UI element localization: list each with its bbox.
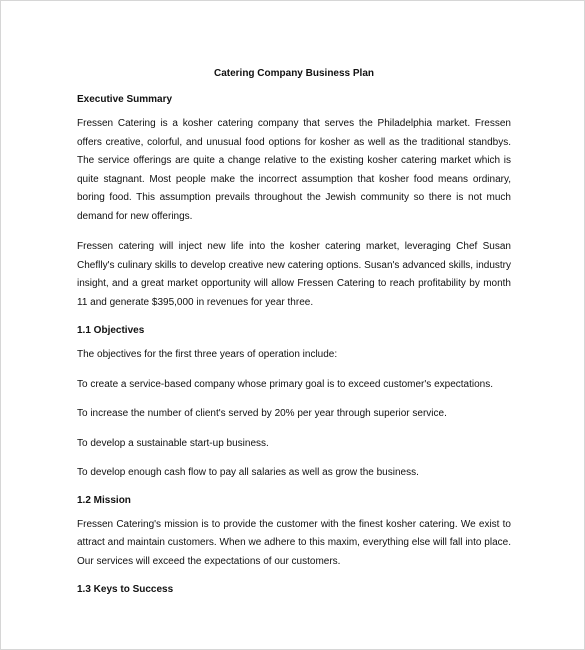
executive-summary-paragraph-2: Fressen catering will inject new life into the kosher catering market, leveraging Chef Susan Cheflly's culinary skills to develop creative new catering options. Susan's advanced skills, industry insight, and a great market opportunity will allow Fressen Catering to reach profitability by month 11 and generate $395,000 in revenues for year three. <box>77 241 511 308</box>
document-title: Catering Company Business Plan <box>213 68 375 79</box>
executive-summary-paragraph-1: Fressen Catering is a kosher catering company that serves the Philadelphia market. Fressen offers creative, colorful, and unusual food options for kosher as well as the traditional standbys. The service offerings are quite a change relative to the existing kosher catering market which is quite stagnant. Most people make the incorrect assumption that kosher food means ordinary, boring food. This assumption prevails throughout the Jewish community so there is not much demand for new offerings. <box>77 118 511 222</box>
mission-paragraph: Fressen Catering's mission is to provide the customer with the finest kosher catering. We exist to attract and maintain customers. When we adhere to this maxim, everything else will fall into place. Our services will exceed the expectations of our customers. <box>77 518 511 567</box>
objective-item: To develop enough cash flow to pay all salaries as well as grow the business. <box>77 467 419 478</box>
objective-item: To create a service-based company whose primary goal is to exceed customer's expectations. <box>77 378 493 390</box>
objectives-intro: The objectives for the first three years of operation include: <box>77 349 338 360</box>
heading-executive-summary: Executive Summary <box>77 94 173 105</box>
heading-keys-to-success: 1.3 Keys to Success <box>77 584 174 595</box>
heading-objectives: 1.1 Objectives <box>77 325 145 336</box>
objective-item: To develop a sustainable start-up business. <box>77 437 269 449</box>
document-body <box>77 67 511 605</box>
heading-mission: 1.2 Mission <box>77 494 131 506</box>
objective-item: To increase the number of client's served by 20% per year through superior service. <box>77 408 447 419</box>
